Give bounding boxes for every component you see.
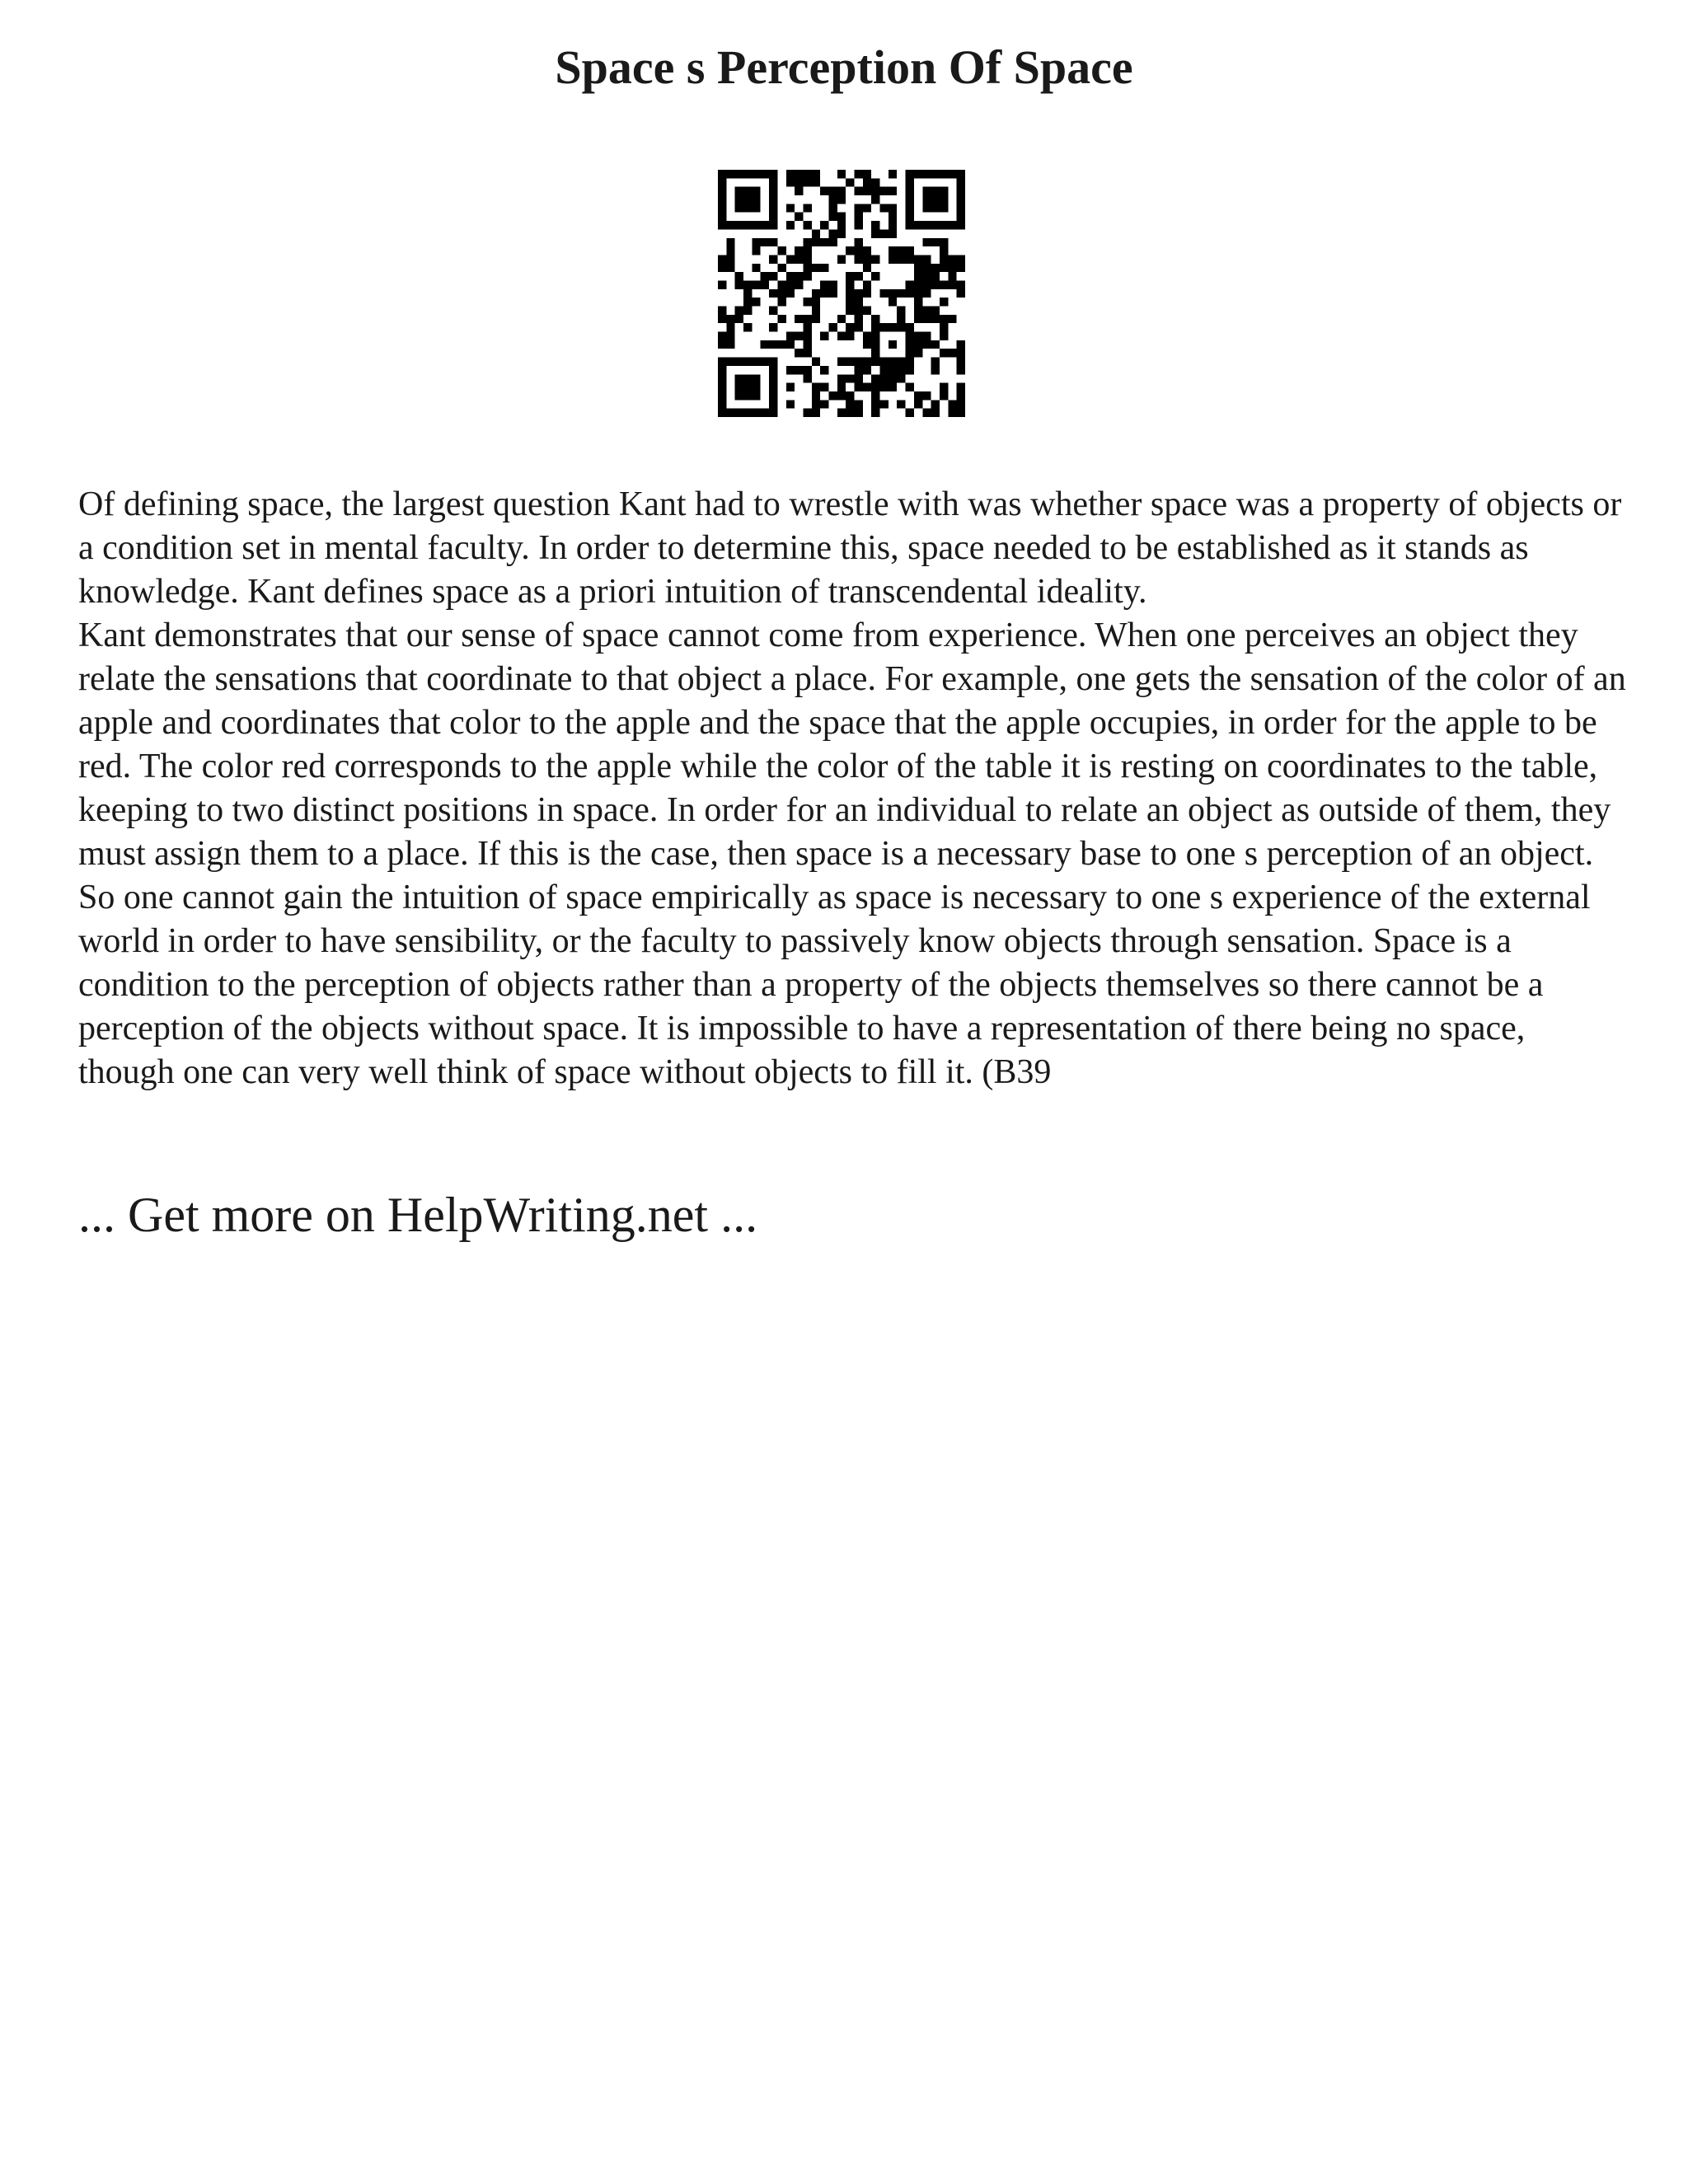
paragraph-1: Of defining space, the largest question Kant had to wrestle with was whether space was a property of objects or a condition set in mental faculty. In order to determine this, space needed to be established as it stands as knowledge. Kant defines space as a priori intuition of transcendental ideality. (78, 485, 1622, 611)
qr-code-icon (718, 170, 965, 417)
paragraph-2: Kant demonstrates that our sense of space cannot come from experience. When one perceives an object they relate the sensations that coordinate to that object a place. For example, one gets the sensation of the color of an apple and coordinates that color to the apple and the space that the apple occupies, in order for the apple to be red. The color red corresponds to the apple while the color of the table it is resting on coordinates to the table, keeping to two distinct positions in space. In order for an individual to relate an object as outside of them, they must assign them to a place. If this is the case, then space is a necessary base to one s perception of an object. So one cannot gain the intuition of space empirically as space is necessary to one s experience of the external world in order to have sensibility, or the faculty to passively know objects through sensation. Space is a condition to the perception of objects rather than a property of the objects themselves so there cannot be a perception of the objects without space. It is impossible to have a representation of there being no space, though one can very well think of space without objects to fill it. (B39 (78, 616, 1626, 1091)
qr-code (718, 170, 965, 417)
get-more-link[interactable]: ... Get more on HelpWriting.net ... (78, 1188, 758, 1242)
page-title: Space s Perception Of Space (555, 40, 1133, 94)
article-body (78, 483, 1628, 1094)
